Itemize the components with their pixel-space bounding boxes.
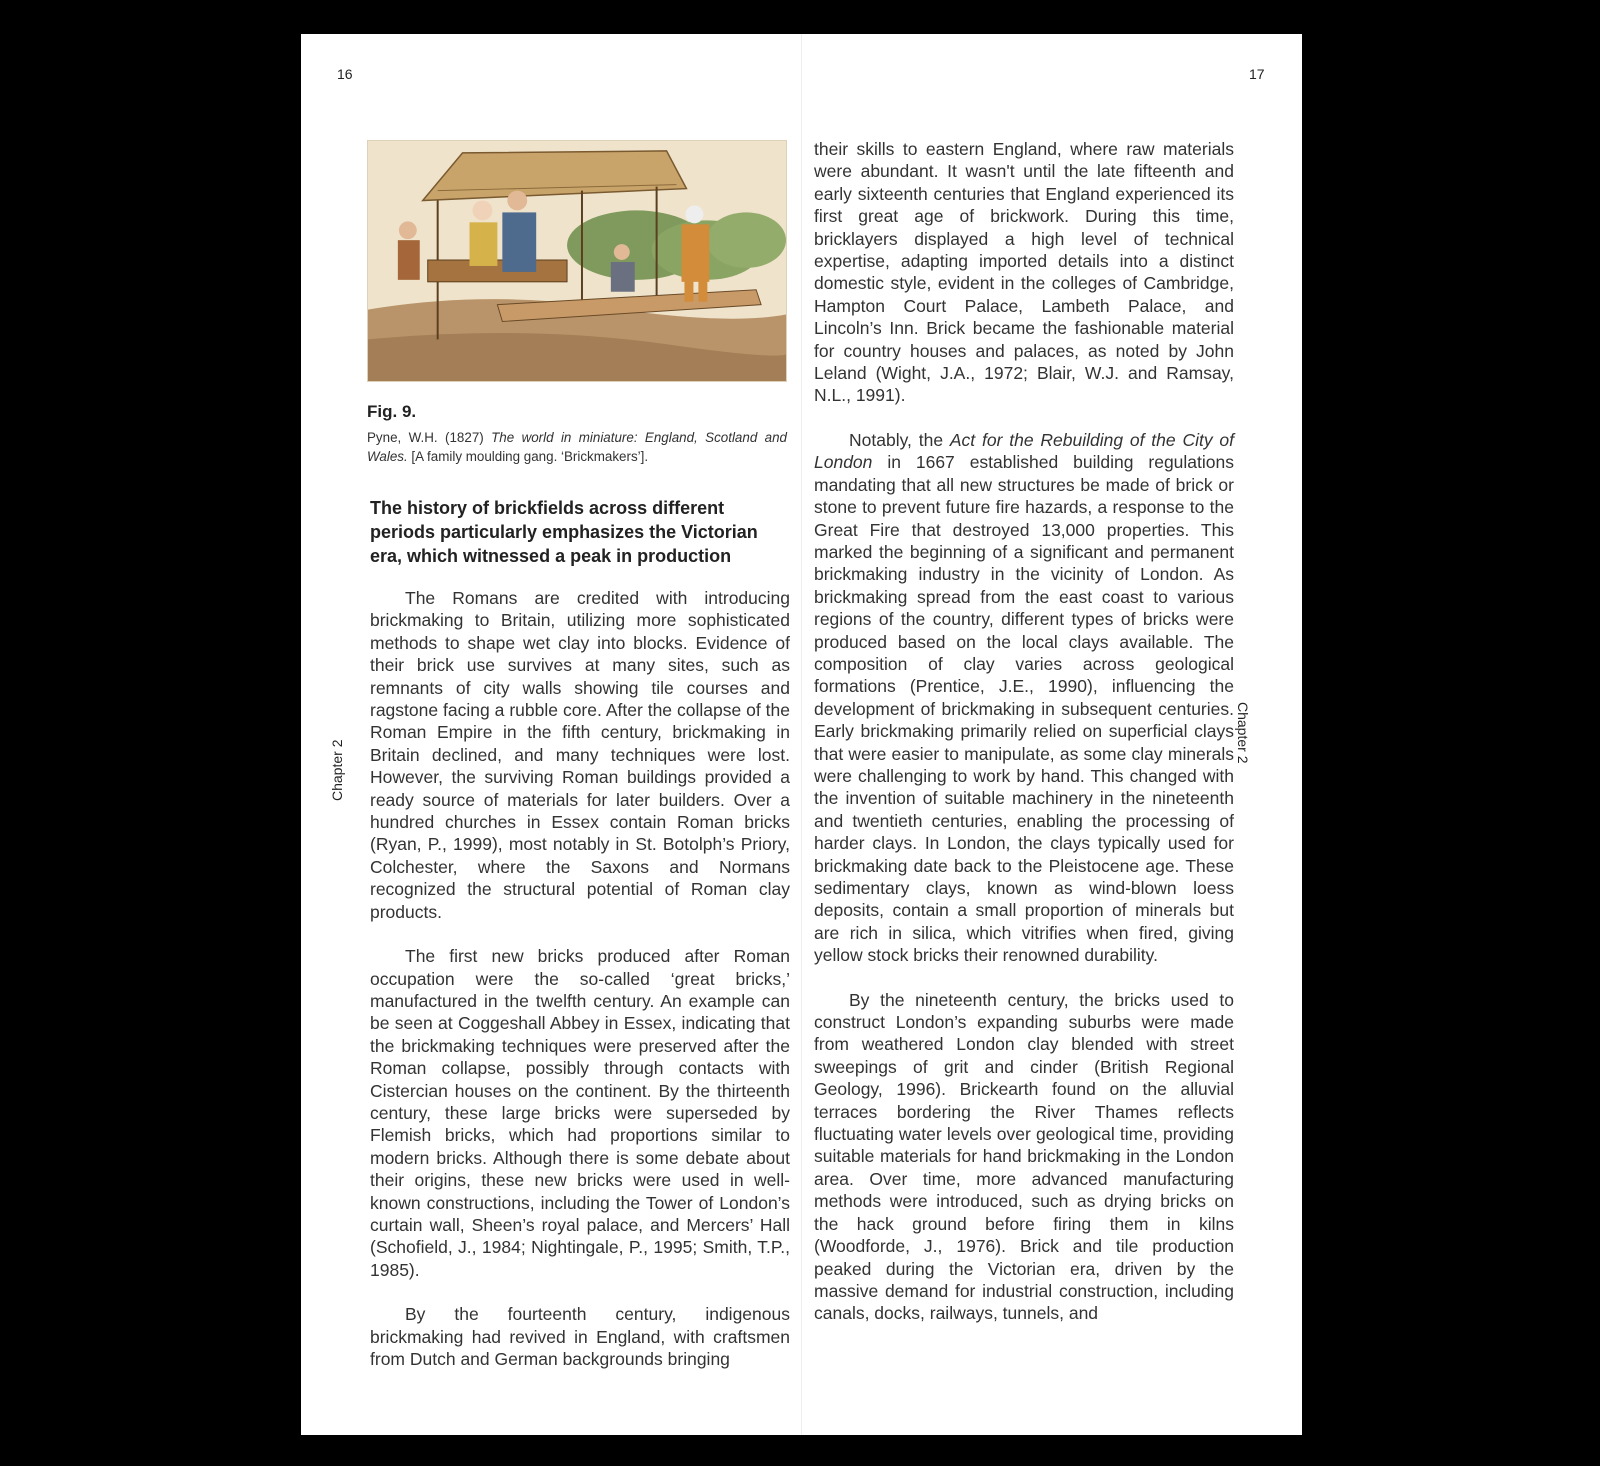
figure-image (367, 140, 787, 382)
page-number-right: 17 (1249, 66, 1265, 82)
paragraph: The first new bricks produced after Roman occupation were the so-called ‘great bricks,’ manufactured in the twelfth century. An example can be seen at Coggeshall Abbey in Essex, indicating that the brickmaking techniques were preserved after the Roman collapse, possibly through contacts with Cistercian houses on the continent. By the thirteenth century, these large bricks were superseded by Flemish bricks, which had proportions similar to modern bricks. Although there is some debate about their origins, these new bricks were used in well-known constructions, including the Tower of London’s curtain wall, Sheen’s royal palace, and Mercers’ Hall (Schofield, J., 1984; Nightingale, P., 1995; Smith, T.P., 1985). (370, 946, 790, 1280)
family-moulding-gang-engraving (368, 141, 786, 381)
figure-title: Fig. 9. (367, 402, 417, 421)
caption-author: Pyne, W.H. (1827) (367, 430, 492, 445)
chapter-label-right: Chapter 2 (1235, 702, 1251, 764)
act-title: Act for the Rebuilding of the City of London (814, 429, 1235, 473)
act-intro: Notably, the (849, 429, 950, 450)
paragraph: The Romans are credited with introducing brickmaking to Britain, utilizing more sophisticated methods to shape wet clay into blocks. Evidence of their brick use survives at many sites, such as remnants of city walls showing tile courses and ragstone facing a rubble core. After the collapse of the Roman Empire in the fifth century, brickmaking in Britain declined, and many techniques were lost. However, the surviving Roman buildings provided a ready source of materials for later builders. Over a hundred churches in Essex contain Roman bricks (Ryan, P., 1999), most notably in St. Botolph’s Priory, Colchester, where the Saxons and Normans recognized the structural potential of Roman clay products. (370, 588, 790, 922)
left-column-text (370, 587, 790, 1392)
chapter-label-left: Chapter 2 (329, 739, 345, 801)
page-number-left: 16 (337, 66, 353, 82)
book-spread (301, 34, 1302, 1435)
right-column-text (814, 138, 1234, 1347)
page-gutter (801, 34, 802, 1435)
paragraph: By the fourteenth century, indigenous brickmaking had revived in England, with craftsmen from Dutch and German backgrounds bringing (370, 1304, 790, 1369)
caption-title: The world in miniature: England, Scotland and Wales. (367, 430, 787, 464)
act-rest: in 1667 established building regulations mandating that all new structures be made of brick or stone to prevent future fire hazards, a response to the Great Fire that destroyed 13,000 properties. This marked the beginning of a significant and permanent brickmaking industry in the vicinity of London. As brickmaking spread from the east coast to various regions of the country, different types of bricks were produced based on the local clays available. The composition of clay varies across geological formations (Prentice, J.E., 1990), influencing the development of brickmaking in subsequent centuries. Early brickmaking primarily relied on superficial clays that were easier to manipulate, as some clay minerals were challenging to work by hand. This changed with the invention of suitable machinery in the nineteenth and twentieth centuries, enabling the processing of harder clays. In London, the clays typically used for brickmaking date back to the Pleistocene age. These sedimentary clays, known as wind-blown loess deposits, contain a small proportion of minerals but are rich in silica, which vitrifies when fired, giving yellow stock bricks their renowned durability. (814, 452, 1234, 966)
paragraph (814, 429, 1234, 967)
paragraph: their skills to eastern England, where raw materials were abundant. It wasn't until the late fifteenth and early sixteenth centuries that England experienced its first great age of brickwork. During this time, bricklayers displayed a high level of technical expertise, adapting imported details into a distinct domestic style, evident in the colleges of Cambridge, Hampton Court Palace, Lambeth Palace, and Lincoln’s Inn. Brick became the fashionable material for country houses and palaces, as noted by John Leland (Wight, J.A., 1972; Blair, W.J. and Ramsay, N.L., 1991). (814, 139, 1234, 406)
section-heading: The history of brickfields across different periods particularly emphasizes the Victorian era, which witnessed a peak in production (370, 498, 758, 566)
figure-caption (367, 428, 787, 466)
paragraph: By the nineteenth century, the bricks used to construct London’s expanding suburbs were made from weathered London clay blended with street sweepings of grit and cinder (British Regional Geology, 1996). Brickearth found on the alluvial terraces bordering the River Thames reflects fluctuating water levels over geological time, providing suitable materials for hand brickmaking in the London area. Over time, more advanced manufacturing methods were introduced, such as drying bricks on the hack ground before firing them in kilns (Woodforde, J., 1976). Brick and tile production peaked during the Victorian era, driven by the massive demand for industrial construction, including canals, docks, railways, tunnels, and (814, 989, 1234, 1324)
caption-note: [A family moulding gang. ‘Brickmakers’]. (407, 449, 649, 464)
